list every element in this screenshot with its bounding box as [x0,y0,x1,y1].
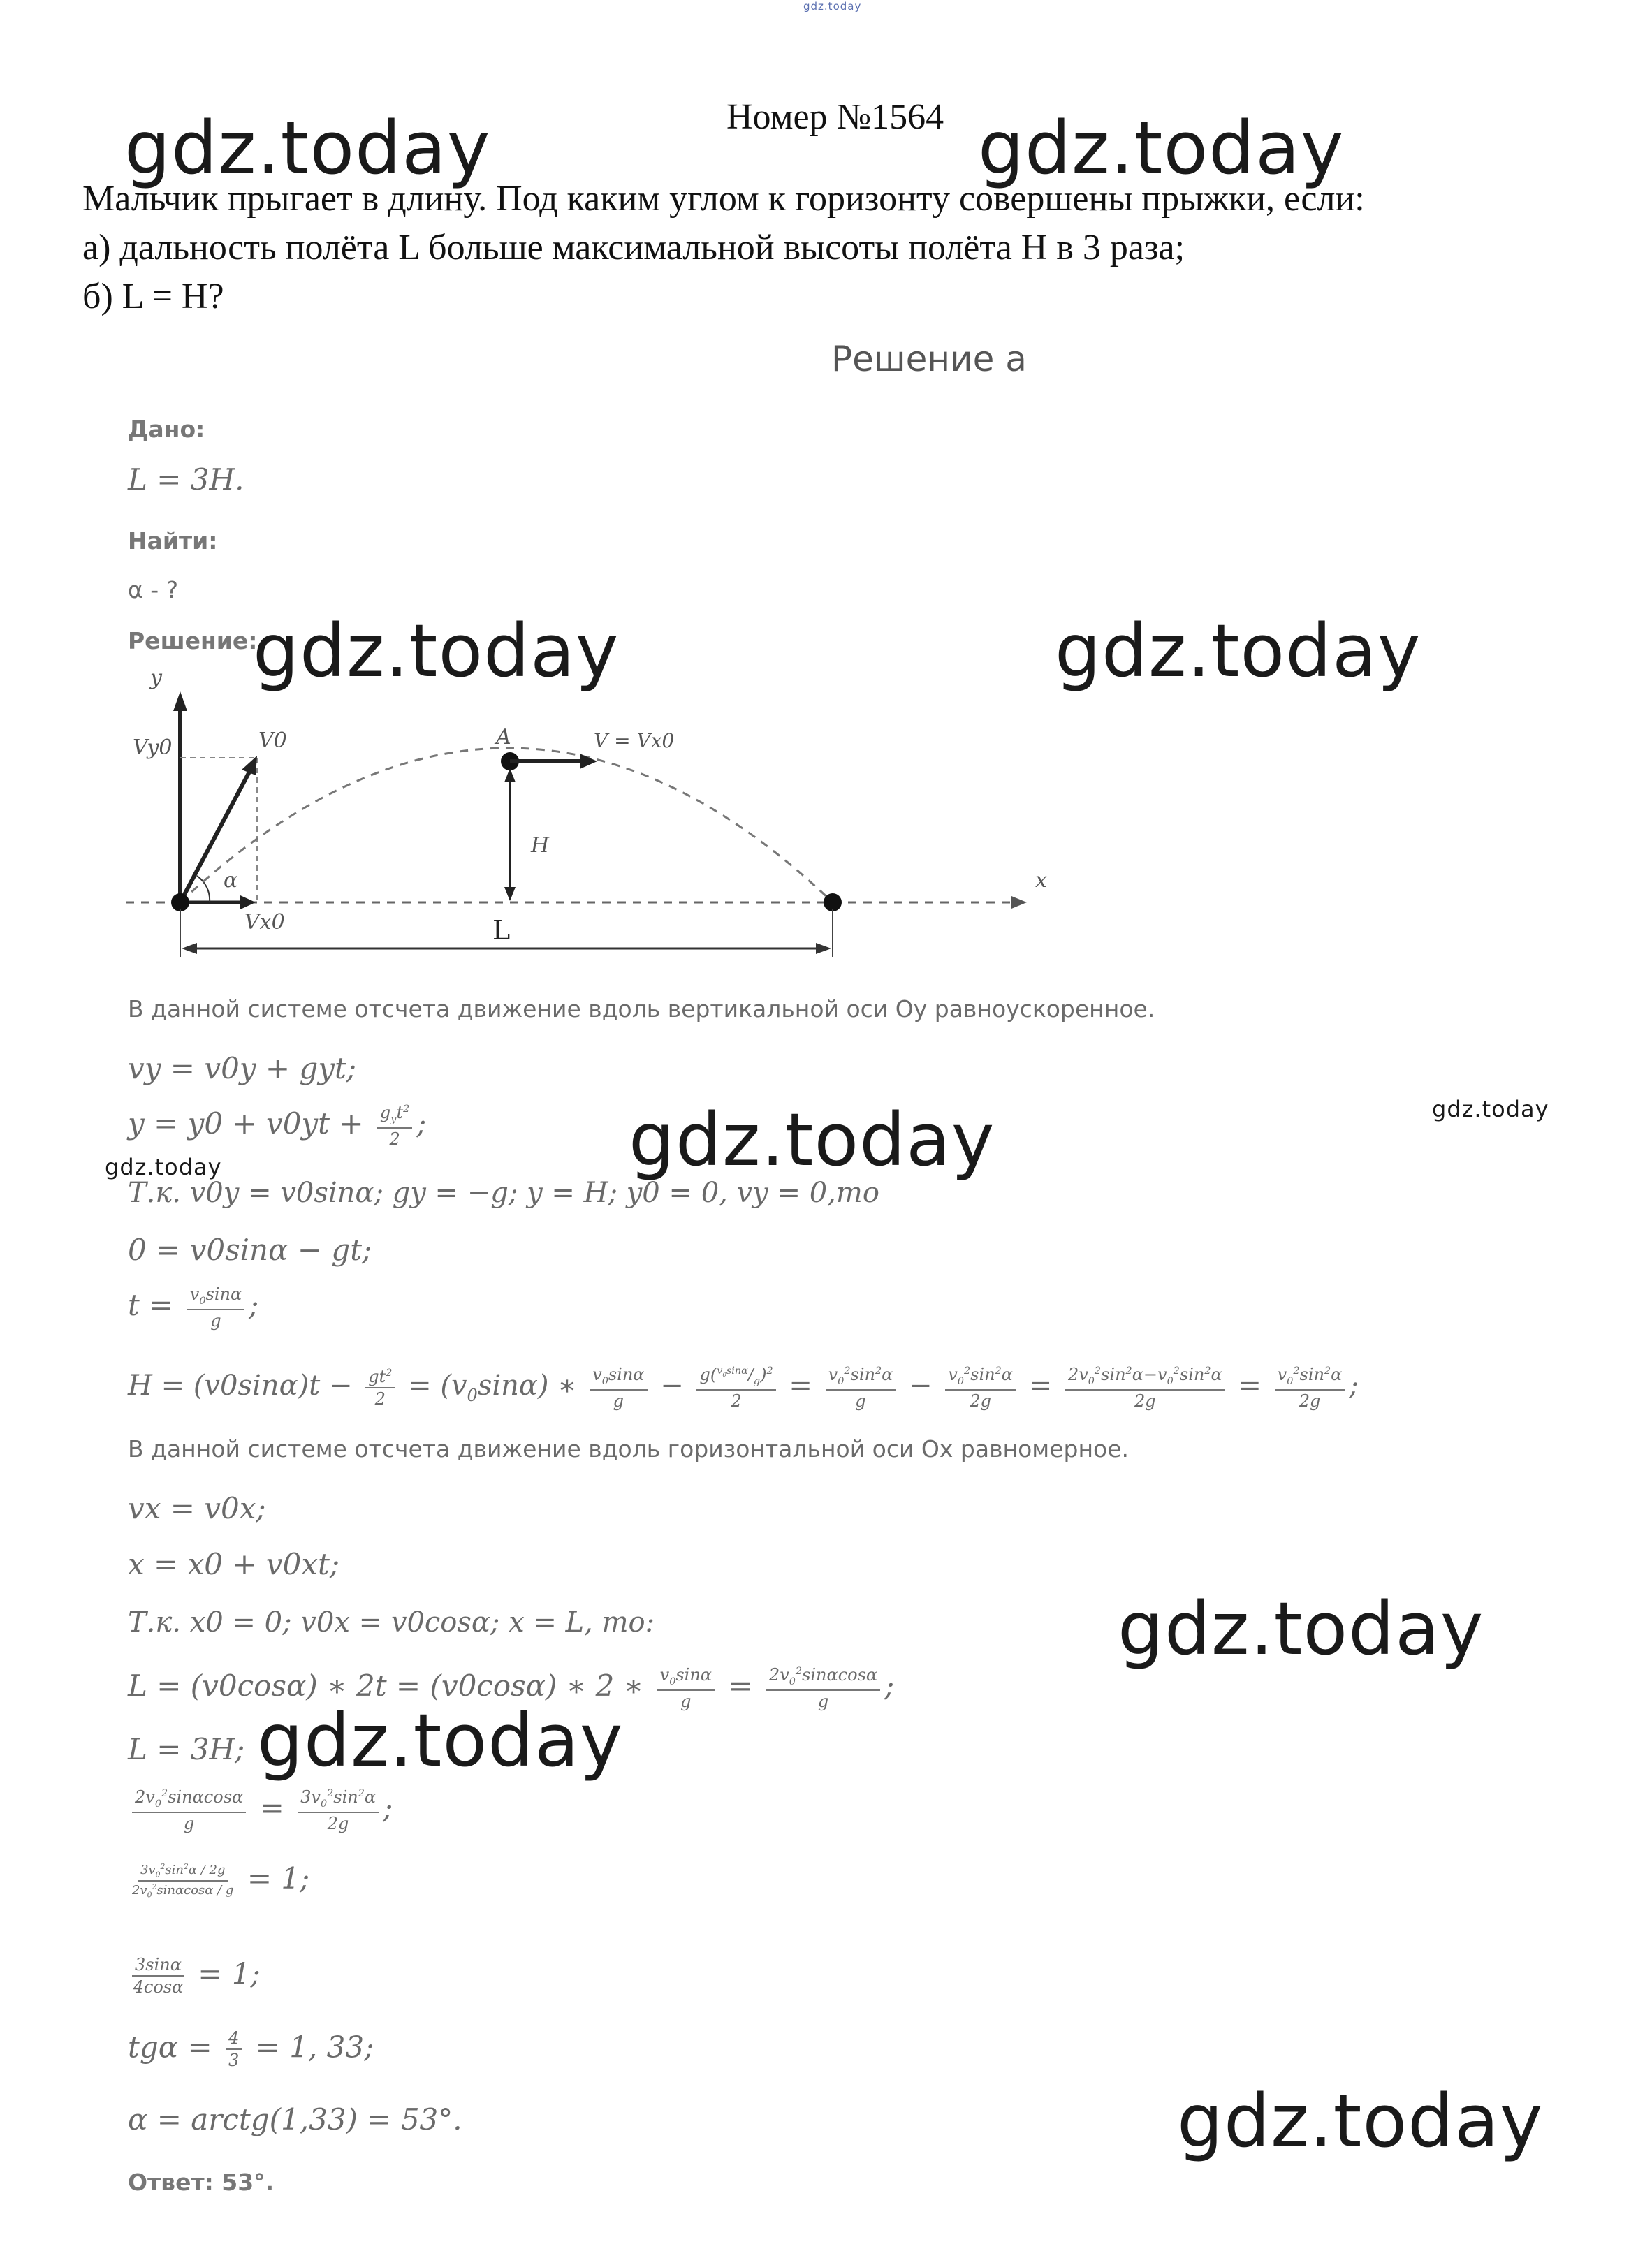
given-value: L = 3H. [128,462,244,497]
eq-ratio-2: $\frac{3v_0^2\sin^2\alpha / 2g}{2v_0^2\sin\alpha\cos\alpha / g}$ = 1; [132,1861,310,1900]
watermark-4: gdz.today [1055,608,1421,694]
find-label: Найти: [128,527,218,555]
eq-ratio-1: $\frac{2v_0^2\sin\alpha\cos\alpha}{g}$ = $\frac{3v_0^2\sin^2\alpha}{2g}$ ; [128,1788,393,1833]
watermark-6: gdz.today [1118,1586,1484,1671]
watermark-7: gdz.today [257,1698,624,1783]
v-at-A-label: V = Vx0 [594,729,675,752]
end-point [824,893,842,911]
eq-vy: vy = v0y + gyt; [128,1051,357,1085]
watermark-3: gdz.today [253,608,620,694]
eq-vx: vx = v0x; [128,1491,266,1525]
v0-label: V0 [258,728,287,753]
eq-tg: tgα = $\frac{4}{3}$ = 1, 33; [128,2028,374,2071]
y-axis-label: y [150,666,162,690]
text-vertical: В данной системе отсчета движение вдоль вертикальной оси Oy равноускоренное. [128,995,1155,1022]
start-point [171,893,189,911]
x-axis-arrow [1011,896,1027,909]
watermark-5: gdz.today [629,1097,995,1182]
watermark-small-left: gdz.today [105,1154,222,1180]
watermark-small-right: gdz.today [1432,1096,1549,1122]
alpha-label: α [224,868,238,893]
v0-vector [180,761,255,902]
eq-H: H = (v0sinα)t − $\frac{gt^2}{2}$ = $(v_0\sin\alpha)$ ∗ $\frac{v_0\sin\alpha}{g}$ − $\frac{g(^{v_0sin\alpha}/_g)^2}{2}$ = $\frac{v_0^2\sin^2\alpha}{g}$ − $\frac{v_0^2\sin^2\alpha}{2g}$ = $\frac{2v_0^2\sin^2\alpha-v_0^2\sin^2\alpha}{2g}$ = $\frac{v_0^2\sin^2\alpha}{2g}$ ; [128,1365,1359,1411]
eq-tk2: Т.к. x0 = 0; v0x = v0cosα; x = L, то: [128,1606,655,1639]
answer: Ответ: 53°. [128,2169,275,2196]
task-line-2: а) дальность полёта L больше максимальной высоты полёта H в 3 раза; [82,228,1185,267]
page-title: Номер №1564 [726,97,944,137]
given-label: Дано: [128,416,205,443]
eq-y: y = y0 + v0yt + $\frac{g_yt^2}{2}$ ; [128,1103,427,1149]
eq-zero: 0 = v0sinα − gt; [128,1233,372,1267]
eq-alpha: α = arctg(1,33) = 53°. [128,2102,462,2136]
vy0-label: Vy0 [133,735,173,760]
watermark-tiny-top: gdz.today [803,0,862,13]
task-line-3: б) L = H? [82,277,224,316]
point-A-label: A [496,725,511,749]
find-value: α - ? [128,576,179,603]
eq-L: L = (v0cosα) ∗ 2t = (v0cosα) ∗ 2 ∗ $\frac{v_0\sin\alpha}{g}$ = $\frac{2v_0^2\sin\alpha\cos\alpha}{g}$ ; [128,1665,895,1711]
watermark-1: gdz.today [124,105,491,191]
y-axis-arrow [173,691,187,711]
H-label: H [531,833,550,858]
x-axis-label: x [1035,868,1047,893]
solution-heading: Решение а [831,339,1027,379]
trajectory-curve [180,748,833,902]
L-label: L [492,915,511,946]
eq-tk1: Т.к. v0y = v0sinα; gy = −g; y = H; y0 = 0, vy = 0,то [128,1177,879,1209]
eq-L3H: L = 3H; [128,1732,245,1766]
eq-ratio-3: $\frac{3\sin\alpha}{4\cos\alpha}$ = 1; [133,1955,261,1998]
watermark-2: gdz.today [978,105,1345,191]
vx0-label: Vx0 [244,910,285,934]
eq-t: t = $\frac{v_0\sin\alpha}{g}$ ; [128,1284,259,1331]
trajectory-diagram [119,664,1069,971]
eq-x: x = x0 + v0xt; [128,1547,340,1581]
solution-label: Решение: [128,627,258,654]
text-horizontal: В данной системе отсчета движение вдоль горизонтальной оси Ox равномерное. [128,1435,1130,1463]
watermark-8: gdz.today [1177,2079,1544,2164]
task-line-1: Мальчик прыгает в длину. Под каким углом к горизонту совершены прыжки, если: [82,179,1365,219]
